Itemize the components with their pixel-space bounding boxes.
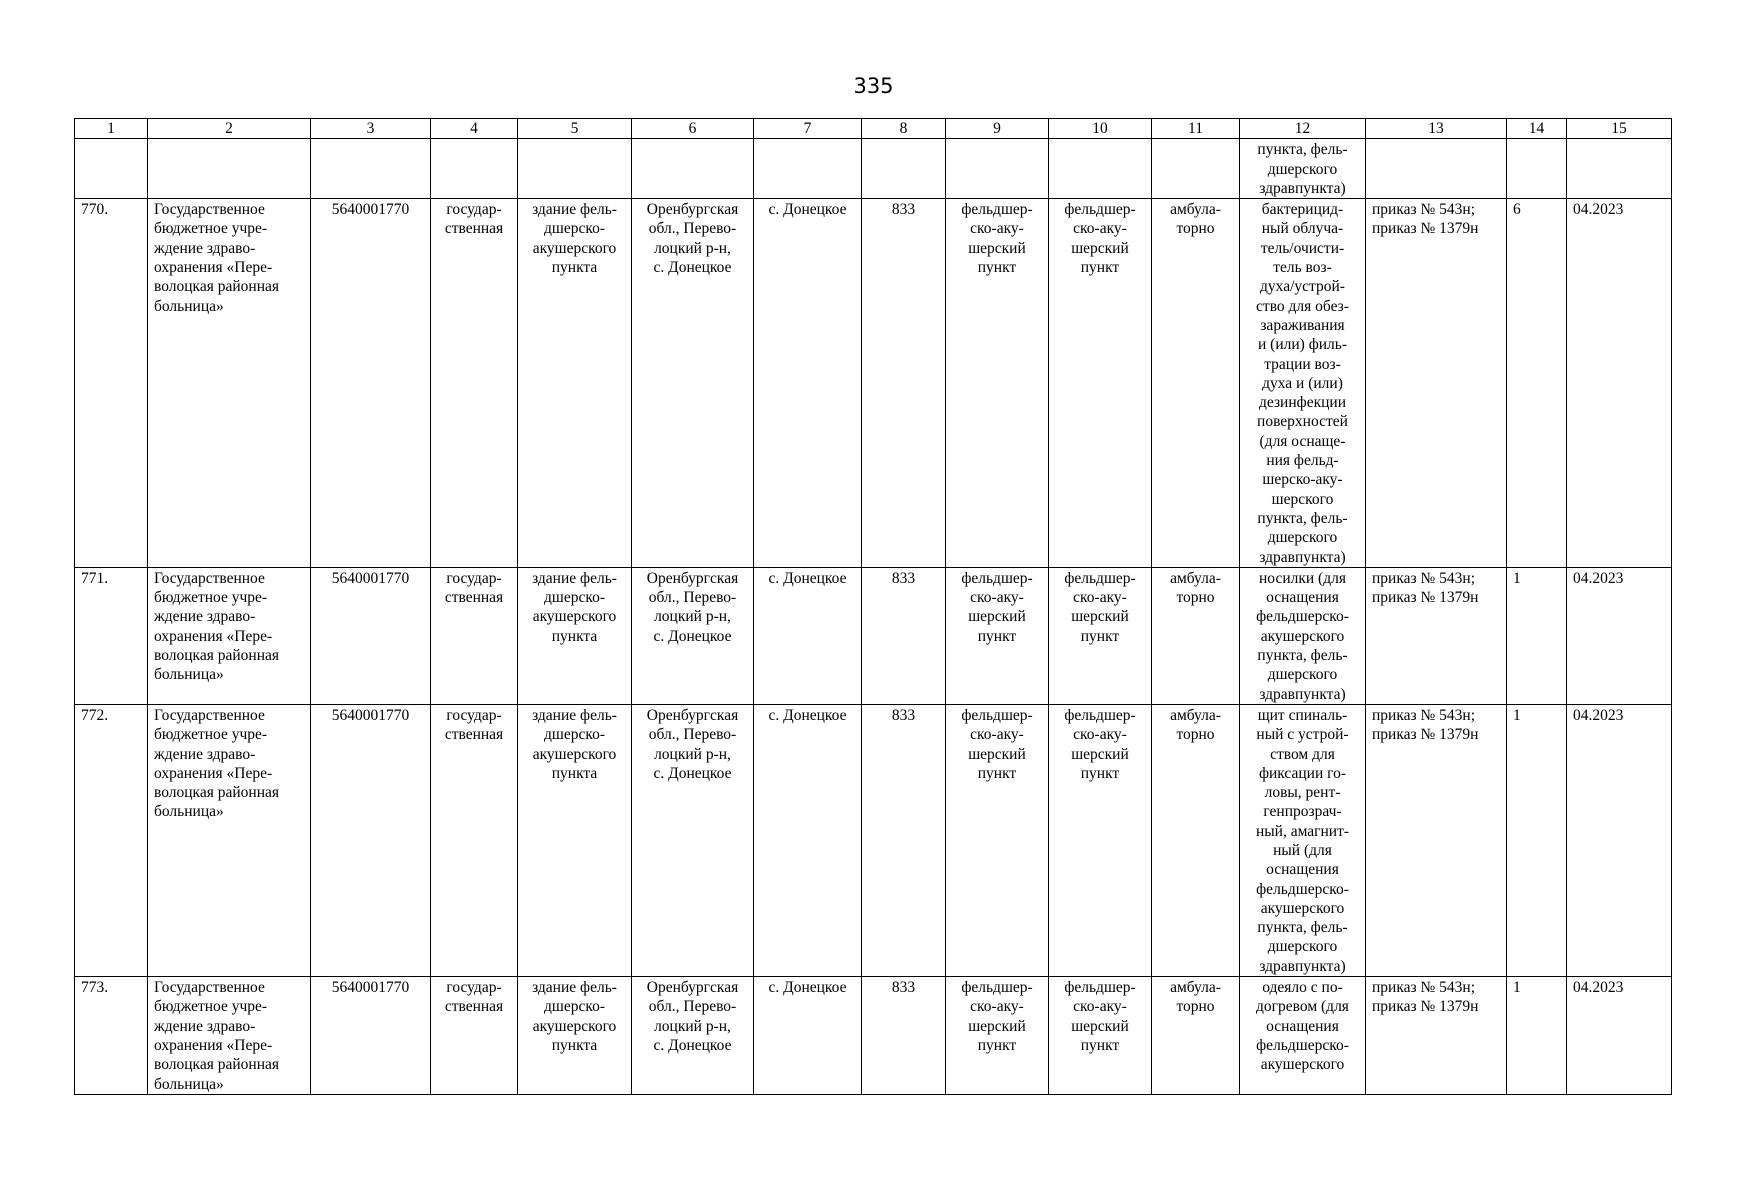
facility-type-cell: фельдшер- ско-аку- шерский пункт	[1049, 977, 1152, 1095]
object-cell: здание фель- дшерско- акушерского пункта	[518, 977, 632, 1095]
locality-cell: с. Донецкое	[754, 977, 862, 1095]
quantity-cell: 1	[1507, 977, 1567, 1095]
address-cell: Оренбургская обл., Перево- лоцкий р-н, с. Донецкое	[632, 199, 754, 568]
orders-cell: приказ № 543н; приказ № 1379н	[1366, 704, 1507, 976]
quantity-cell: 6	[1507, 199, 1567, 568]
table-row	[75, 567, 1672, 704]
equipment-cell: носилки (для оснащения фельдшерско- акушерского пункта, фель- дшерского здравпункта)	[1240, 567, 1366, 704]
column-header: 7	[754, 119, 862, 139]
date-cell: 04.2023	[1567, 567, 1672, 704]
column-header: 13	[1366, 119, 1507, 139]
column-header: 3	[311, 119, 431, 139]
ownership-cell: государ- ственная	[431, 704, 518, 976]
locality-cell: с. Донецкое	[754, 704, 862, 976]
inn-cell: 5640001770	[311, 199, 431, 568]
ownership-cell: государ- ственная	[431, 199, 518, 568]
column-header: 1	[75, 119, 148, 139]
column-header: 8	[862, 119, 946, 139]
orders-cell: приказ № 543н; приказ № 1379н	[1366, 199, 1507, 568]
code-cell: 833	[862, 567, 946, 704]
care-type-cell: амбула- торно	[1152, 199, 1240, 568]
date-cell: 04.2023	[1567, 704, 1672, 976]
code-cell: 833	[862, 199, 946, 568]
row-number: 770.	[75, 199, 148, 568]
date-cell: 04.2023	[1567, 977, 1672, 1095]
orders-cell: приказ № 543н; приказ № 1379н	[1366, 567, 1507, 704]
table-row	[75, 199, 1672, 568]
care-type-cell: амбула- торно	[1152, 704, 1240, 976]
ownership-cell: государ- ственная	[431, 567, 518, 704]
ownership-cell: государ- ственная	[431, 977, 518, 1095]
code-cell: 833	[862, 704, 946, 976]
equipment-cell: бактерицид- ный облуча- тель/очисти- тель воз- духа/устрой- ство для обез- зараживания и (или) филь- трации воз- духа и (или) дезинфекции поверхностей (для оснаще- ния фельд- шерско-аку- шерского пункта, фель- дшерского здравпункта)	[1240, 199, 1366, 568]
row-number: 773.	[75, 977, 148, 1095]
address-cell: Оренбургская обл., Перево- лоцкий р-н, с. Донецкое	[632, 704, 754, 976]
column-header: 12	[1240, 119, 1366, 139]
object-cell: здание фель- дшерско- акушерского пункта	[518, 199, 632, 568]
facility-type-cell: фельдшер- ско-аку- шерский пункт	[1049, 199, 1152, 568]
inn-cell: 5640001770	[311, 567, 431, 704]
equipment-cell: щит спиналь- ный с устрой- ством для фиксации го- ловы, рент- генпрозрач- ный, амагнит- ный (для оснащения фельдшерско- акушерского пункта, фель- дшерского здравпункта)	[1240, 704, 1366, 976]
quantity-cell: 1	[1507, 704, 1567, 976]
organization-cell: Государственное бюджетное учре- ждение здраво- охранения «Пере- волоцкая районная больница»	[148, 567, 311, 704]
row-number: 772.	[75, 704, 148, 976]
column-header: 6	[632, 119, 754, 139]
organization-cell: Государственное бюджетное учре- ждение здраво- охранения «Пере- волоцкая районная больница»	[148, 704, 311, 976]
object-cell: здание фель- дшерско- акушерского пункта	[518, 567, 632, 704]
organization-cell: Государственное бюджетное учре- ждение здраво- охранения «Пере- волоцкая районная больница»	[148, 977, 311, 1095]
column-header: 15	[1567, 119, 1672, 139]
table-row	[75, 977, 1672, 1095]
column-header: 4	[431, 119, 518, 139]
address-cell: Оренбургская обл., Перево- лоцкий р-н, с. Донецкое	[632, 977, 754, 1095]
table-row	[75, 704, 1672, 976]
date-cell: 04.2023	[1567, 199, 1672, 568]
column-header: 5	[518, 119, 632, 139]
inn-cell: 5640001770	[311, 977, 431, 1095]
locality-cell: с. Донецкое	[754, 567, 862, 704]
column-header: 2	[148, 119, 311, 139]
column-header: 10	[1049, 119, 1152, 139]
organization-cell: Государственное бюджетное учре- ждение здраво- охранения «Пере- волоцкая районная больница»	[148, 199, 311, 568]
data-table	[74, 118, 1672, 1095]
facility-type-cell: фельдшер- ско-аку- шерский пункт	[1049, 704, 1152, 976]
inn-cell: 5640001770	[311, 704, 431, 976]
facility-type-cell: фельдшер- ско-аку- шерский пункт	[946, 567, 1049, 704]
equipment-cell: пункта, фель- дшерского здравпункта)	[1240, 139, 1366, 199]
page-number: 335	[853, 74, 894, 98]
row-number: 771.	[75, 567, 148, 704]
quantity-cell: 1	[1507, 567, 1567, 704]
continuation-row	[75, 139, 1672, 199]
column-number-header	[75, 119, 1672, 139]
care-type-cell: амбула- торно	[1152, 977, 1240, 1095]
object-cell: здание фель- дшерско- акушерского пункта	[518, 704, 632, 976]
locality-cell: с. Донецкое	[754, 199, 862, 568]
facility-type-cell: фельдшер- ско-аку- шерский пункт	[1049, 567, 1152, 704]
facility-type-cell: фельдшер- ско-аку- шерский пункт	[946, 199, 1049, 568]
facility-type-cell: фельдшер- ско-аку- шерский пункт	[946, 704, 1049, 976]
column-header: 9	[946, 119, 1049, 139]
address-cell: Оренбургская обл., Перево- лоцкий р-н, с. Донецкое	[632, 567, 754, 704]
care-type-cell: амбула- торно	[1152, 567, 1240, 704]
orders-cell: приказ № 543н; приказ № 1379н	[1366, 977, 1507, 1095]
column-header: 11	[1152, 119, 1240, 139]
facility-type-cell: фельдшер- ско-аку- шерский пункт	[946, 977, 1049, 1095]
code-cell: 833	[862, 977, 946, 1095]
column-header: 14	[1507, 119, 1567, 139]
equipment-cell: одеяло с по- догревом (для оснащения фельдшерско- акушерского	[1240, 977, 1366, 1095]
